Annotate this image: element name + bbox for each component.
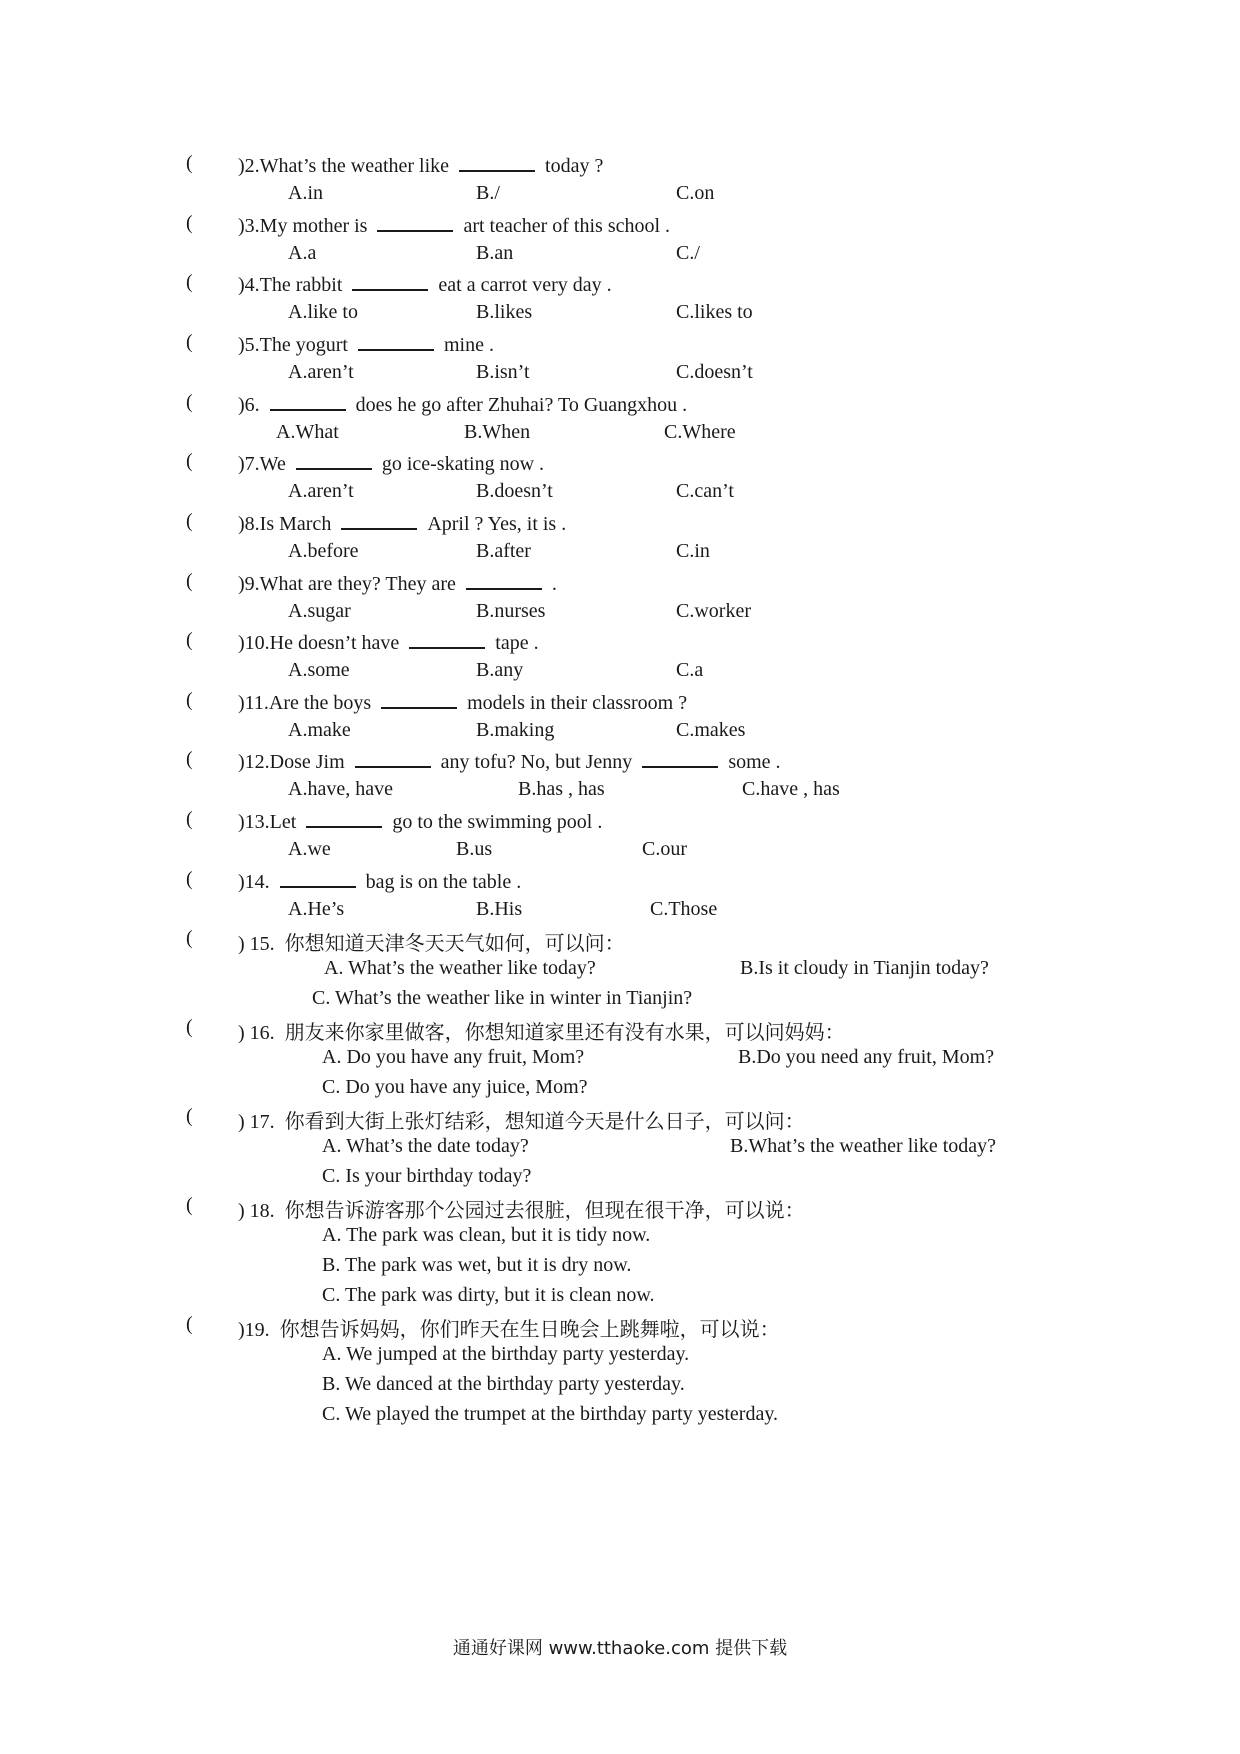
option-a: A.we xyxy=(288,838,331,860)
options-row xyxy=(0,1165,1240,1197)
question-text xyxy=(238,271,612,297)
question-stem: Is March xyxy=(259,513,332,535)
question-number: ) 17. xyxy=(238,1111,275,1133)
question-stem: Are the boys xyxy=(268,692,372,714)
question-row xyxy=(0,629,1240,661)
question-prompt: 朋友来你家里做客，你想知道家里还有没有水果，可以问妈妈： xyxy=(284,1020,845,1044)
option-a: A.have, have xyxy=(288,778,393,800)
question-number: )19. xyxy=(238,1319,270,1341)
question-stem: Dose Jim xyxy=(269,751,345,773)
question-text xyxy=(238,212,670,238)
question-stem: The yogurt xyxy=(259,334,348,356)
options-row xyxy=(0,1373,1240,1405)
option-b: B.making xyxy=(476,719,555,741)
question-stem: My mother is xyxy=(259,215,368,237)
question-text xyxy=(238,1105,805,1134)
options-row xyxy=(0,301,1240,333)
answer-bracket: ( xyxy=(186,927,193,949)
question-stem-end: . xyxy=(551,573,557,595)
option-c: C.on xyxy=(676,182,715,204)
question-row xyxy=(0,808,1240,840)
answer-option: C. Do you have any juice, Mom? xyxy=(322,1076,588,1098)
option-b: B.an xyxy=(476,242,514,264)
answer-blank xyxy=(352,271,428,291)
option-c: C.Where xyxy=(664,421,736,443)
option-a: A.aren’t xyxy=(288,480,354,502)
options-row xyxy=(0,1076,1240,1108)
option-c: C.in xyxy=(676,540,710,562)
options-row xyxy=(0,778,1240,810)
question-number: )11. xyxy=(238,692,269,714)
question-number: )2. xyxy=(238,155,260,177)
option-c: C.can’t xyxy=(676,480,734,502)
answer-option: A. We jumped at the birthday party yesterday. xyxy=(322,1343,690,1365)
answer-blank xyxy=(306,808,382,828)
question-text xyxy=(238,1313,780,1342)
options-row xyxy=(0,719,1240,751)
option-b: B.doesn’t xyxy=(476,480,553,502)
option-c: C.worker xyxy=(676,600,751,622)
answer-blank xyxy=(270,391,346,411)
question-stem-end: April ? Yes, it is . xyxy=(427,513,567,535)
question-number: )12. xyxy=(238,751,270,773)
option-b: B.isn’t xyxy=(476,361,530,383)
question-row xyxy=(0,331,1240,363)
question-row xyxy=(0,868,1240,900)
question-number: )9. xyxy=(238,573,260,595)
answer-blank xyxy=(341,510,417,530)
question-stem-end: today ? xyxy=(545,155,604,177)
answer-blank xyxy=(642,748,718,768)
option-a: A.make xyxy=(288,719,351,741)
options-row xyxy=(0,987,1240,1019)
question-number: )13. xyxy=(238,811,270,833)
options-row xyxy=(0,838,1240,870)
question-stem: The rabbit xyxy=(259,274,343,296)
option-b: B.nurses xyxy=(476,600,546,622)
question-number: )4. xyxy=(238,274,260,296)
question-number: ) 16. xyxy=(238,1022,275,1044)
answer-blank xyxy=(358,331,434,351)
options-row xyxy=(0,1224,1240,1256)
answer-option: C. What’s the weather like in winter in Tianjin? xyxy=(312,987,693,1009)
answer-option: C. We played the trumpet at the birthday party yesterday. xyxy=(322,1403,779,1425)
question-number: )7. xyxy=(238,453,260,475)
options-row xyxy=(0,361,1240,393)
option-c: C.have , has xyxy=(742,778,840,800)
answer-bracket: ( xyxy=(186,510,193,532)
question-row xyxy=(0,1105,1240,1137)
question-row xyxy=(0,152,1240,184)
question-stem-end: go to the swimming pool . xyxy=(392,811,603,833)
answer-blank xyxy=(459,152,535,172)
answer-option: B.Do you need any fruit, Mom? xyxy=(738,1046,995,1068)
option-a: A.some xyxy=(288,659,350,681)
option-b: B.When xyxy=(464,421,531,443)
question-stem-end: mine . xyxy=(443,334,494,356)
question-row xyxy=(0,212,1240,244)
answer-blank xyxy=(355,748,431,768)
question-stem-end: some . xyxy=(728,751,781,773)
question-text xyxy=(238,927,625,956)
answer-bracket: ( xyxy=(186,570,193,592)
answer-option: C. The park was dirty, but it is clean now. xyxy=(322,1284,655,1306)
option-b: B.us xyxy=(456,838,493,860)
option-c: C.likes to xyxy=(676,301,753,323)
options-row xyxy=(0,421,1240,453)
options-row xyxy=(0,242,1240,274)
question-text xyxy=(238,689,687,715)
question-row xyxy=(0,391,1240,423)
option-b: B.likes xyxy=(476,301,533,323)
option-b: B.any xyxy=(476,659,524,681)
options-row xyxy=(0,1343,1240,1375)
question-text xyxy=(238,570,557,596)
question-stem-end: any tofu? No, but Jenny xyxy=(440,751,633,773)
question-text xyxy=(238,450,544,476)
question-number: )14. xyxy=(238,871,270,893)
options-row xyxy=(0,957,1240,989)
answer-option: A. What’s the date today? xyxy=(322,1135,529,1157)
question-number: )8. xyxy=(238,513,260,535)
options-row xyxy=(0,898,1240,930)
option-a: A.He’s xyxy=(288,898,345,920)
answer-bracket: ( xyxy=(186,212,193,234)
option-b: B.His xyxy=(476,898,523,920)
option-a: A.What xyxy=(276,421,339,443)
option-b: B./ xyxy=(476,182,500,204)
answer-option: B. The park was wet, but it is dry now. xyxy=(322,1254,632,1276)
options-row xyxy=(0,659,1240,691)
question-number: )3. xyxy=(238,215,260,237)
answer-blank xyxy=(377,212,453,232)
question-stem-end: models in their classroom ? xyxy=(467,692,688,714)
options-row xyxy=(0,480,1240,512)
answer-bracket: ( xyxy=(186,689,193,711)
question-stem-end: eat a carrot very day . xyxy=(438,274,612,296)
question-prompt: 你想告诉游客那个公园过去很脏，但现在很干净，可以说： xyxy=(284,1198,805,1222)
question-text xyxy=(238,808,602,834)
question-text xyxy=(238,152,603,178)
answer-option: A. The park was clean, but it is tidy now. xyxy=(322,1224,651,1246)
answer-bracket: ( xyxy=(186,808,193,830)
question-stem-end: tape . xyxy=(495,632,539,654)
answer-option: A. Do you have any fruit, Mom? xyxy=(322,1046,585,1068)
footer-credit: 通通好课网 www.tthaoke.com 提供下载 xyxy=(452,1638,788,1659)
question-row xyxy=(0,1194,1240,1226)
options-row xyxy=(0,1254,1240,1286)
question-text xyxy=(238,510,566,536)
option-c: C.doesn’t xyxy=(676,361,753,383)
answer-blank xyxy=(466,570,542,590)
question-row xyxy=(0,570,1240,602)
question-text xyxy=(238,868,521,894)
answer-option: B.Is it cloudy in Tianjin today? xyxy=(740,957,989,979)
answer-blank xyxy=(296,450,372,470)
answer-bracket: ( xyxy=(186,1194,193,1216)
options-row xyxy=(0,540,1240,572)
answer-bracket: ( xyxy=(186,1313,193,1335)
answer-option: A. What’s the weather like today? xyxy=(324,957,596,979)
options-row xyxy=(0,1135,1240,1167)
question-stem: What’s the weather like xyxy=(259,155,450,177)
answer-bracket: ( xyxy=(186,152,193,174)
answer-bracket: ( xyxy=(186,1105,193,1127)
answer-bracket: ( xyxy=(186,748,193,770)
question-row xyxy=(0,510,1240,542)
answer-option: C. Is your birthday today? xyxy=(322,1165,532,1187)
answer-bracket: ( xyxy=(186,1016,193,1038)
option-b: B.has , has xyxy=(518,778,605,800)
option-c: C./ xyxy=(676,242,700,264)
question-number: ) 18. xyxy=(238,1200,275,1222)
option-c: C.Those xyxy=(650,898,718,920)
option-a: A.a xyxy=(288,242,317,264)
option-a: A.before xyxy=(288,540,359,562)
option-a: A.like to xyxy=(288,301,358,323)
question-number: )6. xyxy=(238,394,260,416)
question-stem: We xyxy=(259,453,286,475)
answer-bracket: ( xyxy=(186,450,193,472)
answer-blank xyxy=(381,689,457,709)
question-text xyxy=(238,391,687,417)
question-row xyxy=(0,1016,1240,1048)
question-stem-end: does he go after Zhuhai? To Guangxhou . xyxy=(355,394,688,416)
question-row xyxy=(0,271,1240,303)
options-row xyxy=(0,1403,1240,1435)
options-row xyxy=(0,1046,1240,1078)
question-prompt: 你看到大街上张灯结彩，想知道今天是什么日子，可以问： xyxy=(284,1109,805,1133)
question-prompt: 你想知道天津冬天天气如何，可以问： xyxy=(284,931,625,955)
question-row xyxy=(0,1313,1240,1345)
option-c: C.makes xyxy=(676,719,746,741)
answer-bracket: ( xyxy=(186,391,193,413)
option-c: C.a xyxy=(676,659,704,681)
answer-blank xyxy=(280,868,356,888)
question-number: )5. xyxy=(238,334,260,356)
question-number: )10. xyxy=(238,632,270,654)
option-a: A.aren’t xyxy=(288,361,354,383)
answer-bracket: ( xyxy=(186,868,193,890)
question-stem: What are they? They are xyxy=(259,573,456,595)
question-prompt: 你想告诉妈妈，你们昨天在生日晚会上跳舞啦，可以说： xyxy=(279,1317,780,1341)
answer-bracket: ( xyxy=(186,271,193,293)
answer-option: B. We danced at the birthday party yesterday. xyxy=(322,1373,685,1395)
question-row xyxy=(0,450,1240,482)
options-row xyxy=(0,182,1240,214)
option-a: A.in xyxy=(288,182,323,204)
question-text xyxy=(238,1016,845,1045)
option-c: C.our xyxy=(642,838,687,860)
options-row xyxy=(0,1284,1240,1316)
question-stem-end: go ice-skating now . xyxy=(381,453,545,475)
options-row xyxy=(0,600,1240,632)
question-number: ) 15. xyxy=(238,933,275,955)
option-b: B.after xyxy=(476,540,531,562)
question-text xyxy=(238,629,539,655)
question-stem-end: bag is on the table . xyxy=(365,871,522,893)
question-stem: Let xyxy=(269,811,297,833)
answer-blank xyxy=(409,629,485,649)
question-row xyxy=(0,689,1240,721)
question-stem: He doesn’t have xyxy=(269,632,400,654)
question-text xyxy=(238,331,494,357)
question-row xyxy=(0,927,1240,959)
option-a: A.sugar xyxy=(288,600,351,622)
answer-bracket: ( xyxy=(186,629,193,651)
question-row xyxy=(0,748,1240,780)
answer-bracket: ( xyxy=(186,331,193,353)
question-text xyxy=(238,1194,805,1223)
question-stem-end: art teacher of this school . xyxy=(463,215,671,237)
answer-option: B.What’s the weather like today? xyxy=(730,1135,997,1157)
question-text xyxy=(238,748,781,774)
